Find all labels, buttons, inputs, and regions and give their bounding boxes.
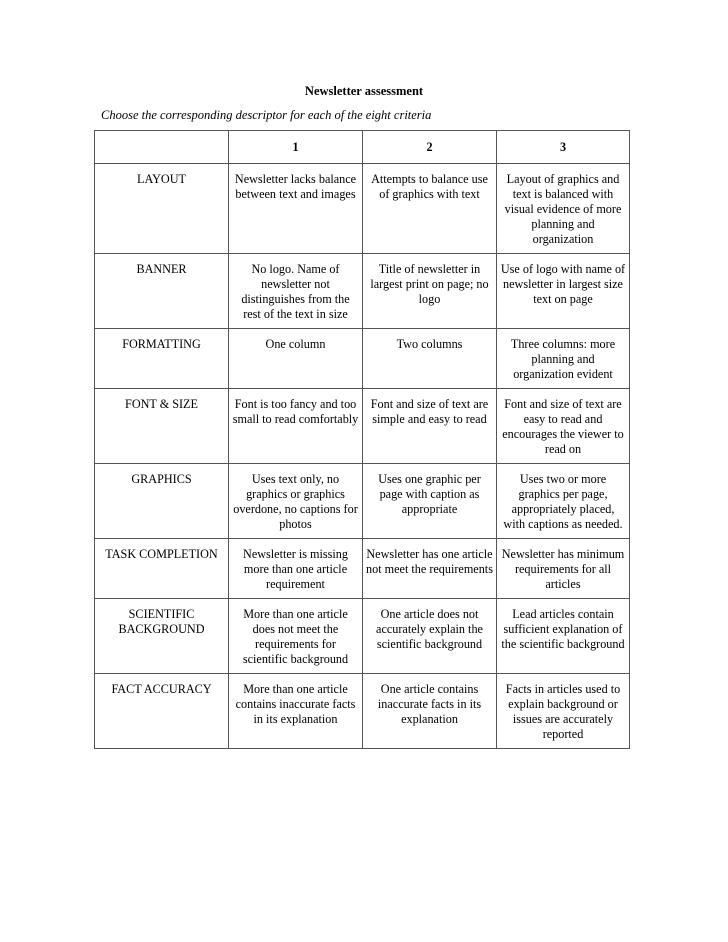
criterion-cell: BANNER: [95, 254, 229, 329]
header-cell-score-2: 2: [363, 131, 497, 164]
descriptor-cell: Two columns: [363, 329, 497, 389]
descriptor-cell: No logo. Name of newsletter not distinguishes from the rest of the text in size: [229, 254, 363, 329]
descriptor-cell: Attempts to balance use of graphics with text: [363, 164, 497, 254]
table-row: [95, 674, 630, 749]
descriptor-cell: Title of newsletter in largest print on page; no logo: [363, 254, 497, 329]
table-row: [95, 599, 630, 674]
table-row: [95, 329, 630, 389]
descriptor-cell: Facts in articles used to explain background or issues are accurately reported: [497, 674, 630, 749]
header-row: [95, 131, 630, 164]
descriptor-cell: Use of logo with name of newsletter in largest size text on page: [497, 254, 630, 329]
header-cell-criteria: [95, 131, 229, 164]
descriptor-cell: Layout of graphics and text is balanced with visual evidence of more planning and organization: [497, 164, 630, 254]
descriptor-cell: Uses two or more graphics per page, appropriately placed, with captions as needed.: [497, 464, 630, 539]
descriptor-cell: Lead articles contain sufficient explanation of the scientific background: [497, 599, 630, 674]
criterion-cell: TASK COMPLETION: [95, 539, 229, 599]
criterion-cell: LAYOUT: [95, 164, 229, 254]
table-row: [95, 539, 630, 599]
descriptor-cell: One article does not accurately explain the scientific background: [363, 599, 497, 674]
descriptor-cell: Newsletter lacks balance between text and images: [229, 164, 363, 254]
descriptor-cell: One column: [229, 329, 363, 389]
descriptor-cell: Newsletter is missing more than one article requirement: [229, 539, 363, 599]
table-row: [95, 164, 630, 254]
descriptor-cell: Font and size of text are easy to read and encourages the viewer to read on: [497, 389, 630, 464]
criterion-cell: SCIENTIFIC BACKGROUND: [95, 599, 229, 674]
header-cell-score-3: 3: [497, 131, 630, 164]
criterion-cell: GRAPHICS: [95, 464, 229, 539]
table-row: [95, 254, 630, 329]
assessment-table: [94, 130, 630, 749]
descriptor-cell: Newsletter has one article not meet the requirements: [363, 539, 497, 599]
descriptor-cell: More than one article does not meet the requirements for scientific background: [229, 599, 363, 674]
criterion-cell: FONT & SIZE: [95, 389, 229, 464]
document-subtitle: Choose the corresponding descriptor for each of the eight criteria: [101, 108, 432, 122]
descriptor-cell: Three columns: more planning and organization evident: [497, 329, 630, 389]
descriptor-cell: Font is too fancy and too small to read comfortably: [229, 389, 363, 464]
descriptor-cell: One article contains inaccurate facts in its explanation: [363, 674, 497, 749]
table-row: [95, 464, 630, 539]
document-title: Newsletter assessment: [304, 84, 424, 98]
table-row: [95, 389, 630, 464]
descriptor-cell: More than one article contains inaccurate facts in its explanation: [229, 674, 363, 749]
descriptor-cell: Uses one graphic per page with caption as appropriate: [363, 464, 497, 539]
criterion-cell: FORMATTING: [95, 329, 229, 389]
descriptor-cell: Font and size of text are simple and easy to read: [363, 389, 497, 464]
descriptor-cell: Uses text only, no graphics or graphics overdone, no captions for photos: [229, 464, 363, 539]
descriptor-cell: Newsletter has minimum requirements for all articles: [497, 539, 630, 599]
header-cell-score-1: 1: [229, 131, 363, 164]
criterion-cell: FACT ACCURACY: [95, 674, 229, 749]
